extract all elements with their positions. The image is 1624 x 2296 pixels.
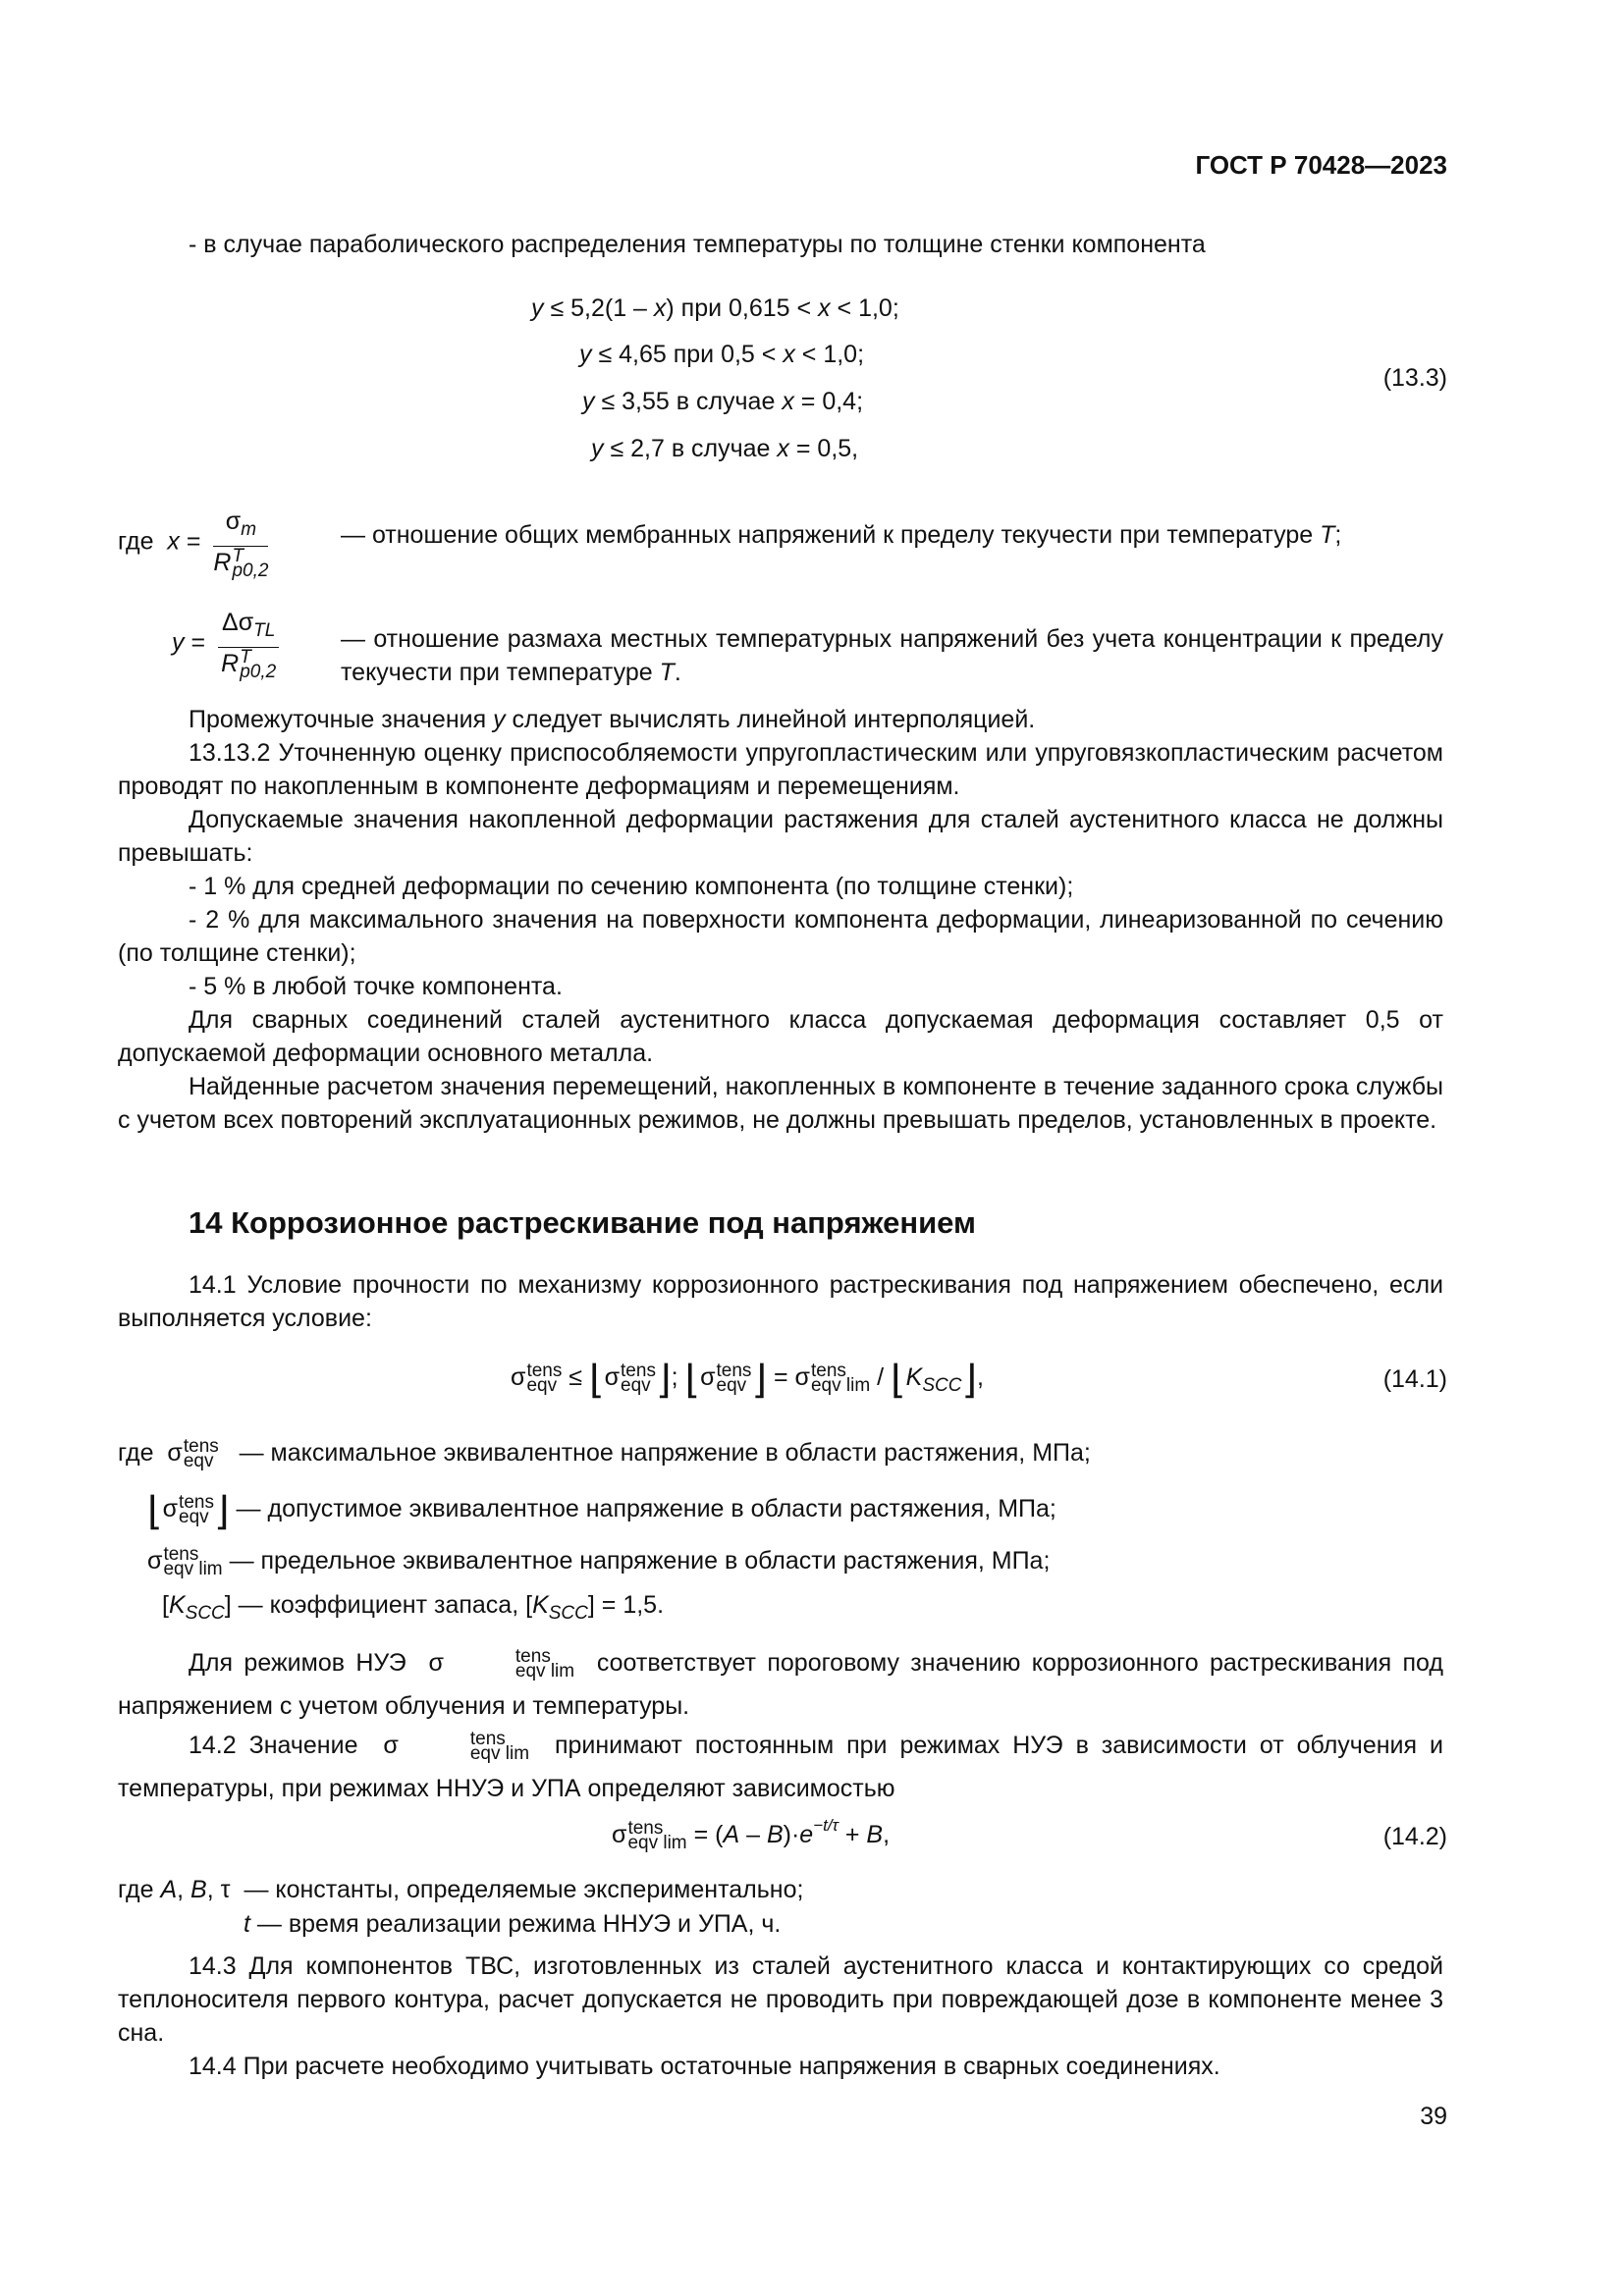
formula-line-3: y ≤ 3,55 в случае x = 0,4; <box>582 388 864 415</box>
formula-line-2: y ≤ 4,65 при 0,5 < x < 1,0; <box>579 341 865 368</box>
paragraph-14-4: 14.4 При расчете необходимо учитывать остаточные напряжения в сварных соединениях. <box>189 2053 1220 2080</box>
paragraph-14-2: 14.2 Значение σ tens eqv lim принимают постоянным при режимах НУЭ в зависимости от облучения и температуры, при режимах ННУЭ и УПА определяют зависимостью <box>118 1729 1443 1802</box>
list-item-1: - 1 % для средней деформации по сечению компонента (по толщине стенки); <box>189 873 1074 900</box>
paragraph-allowed: Допускаемые значения накопленной деформации растяжения для сталей аустенитного класса не должны превышать: <box>118 806 1443 867</box>
intro-text: - в случае параболического распределения температуры по толщине стенки компонента <box>189 231 1206 258</box>
where-constants: где A, B, τ — константы, определяемые экспериментально; <box>118 1876 804 1903</box>
where-y: y = $\Delta\sigma_{TL}$ R T p0,2 <box>172 609 285 679</box>
where-x: где x = $\sigma_m$ R T p0,2 <box>118 507 269 581</box>
formula-number-14-2: (14.2) <box>1382 1823 1447 1850</box>
paragraph-13-13-2: 13.13.2 Уточненную оценку приспособляемости упругопластическим или упруговязкопластическим расчетом проводят по накопленным в компоненте деформациям и перемещениям. <box>118 739 1443 800</box>
formula-line-4: y ≤ 2,7 в случае x = 0,5, <box>591 435 859 462</box>
where-limit-sigma: σ tens eqv lim — предельное эквивалентное напряжение в области растяжения, МПа; <box>147 1544 1051 1579</box>
formula-number-14-1: (14.1) <box>1382 1365 1447 1393</box>
paragraph-14-1: 14.1 Условие прочности по механизму коррозионного растрескивания под напряжением обеспечено, если выполняется условие: <box>118 1271 1443 1332</box>
fraction-x: $\sigma_m$ R T p0,2 <box>213 507 269 581</box>
list-item-3: - 5 % в любой точке компонента. <box>189 973 563 1000</box>
where-allowed-sigma: ⌊σ tens eqv ⌋ — допустимое эквивалентное напряжение в области растяжения, МПа; <box>147 1490 1056 1533</box>
list-item-2: - 2 % для максимального значения на поверхности компонента деформации, линеаризованной по сечению (по толщине стенки); <box>118 906 1443 967</box>
paragraph-displacements: Найденные расчетом значения перемещений, накопленных в компоненте в течение заданного срока службы с учетом всех повторений эксплуатационных режимов, не должны превышать пределов, установленных в проекте. <box>118 1073 1443 1134</box>
paragraph-14-3: 14.3 Для компонентов ТВС, изготовленных из сталей аустенитного класса и контактирующих со средой теплоносителя первого контура, расчет допускается не проводить при повреждающей дозе в компоненте менее 3 сна. <box>118 1952 1443 2047</box>
where-kscc: $[K_{SCC}]$ — коэффициент запаса, $[K_{SCC}] = 1,5$. <box>162 1591 665 1624</box>
section-title: 14 Коррозионное растрескивание под напряжением <box>189 1205 976 1240</box>
where-x-desc: — отношение общих мембранных напряжений к пределу текучести при температуре T; <box>341 521 1342 549</box>
formula-14-2: σ tens eqv lim = $(A - B)\cdot e^{-t/\tau} + B$, <box>612 1816 891 1853</box>
where-sigma-eqv: где σ tens eqv — максимальное эквивалентное напряжение в области растяжения, МПа; <box>118 1436 1091 1471</box>
formula-number-13-3: (13.3) <box>1382 364 1447 392</box>
fraction-y: $\Delta\sigma_{TL}$ R T p0,2 <box>218 609 279 679</box>
paragraph-intermediate: Промежуточные значения y следует вычислять линейной интерполяцией. <box>189 706 1036 733</box>
formula-14-1: σ tens eqv ≤ ⌊σ tens eqv ⌋; ⌊σ tens eqv ⌋ = σ tens eqv lim / $⌊K_{SCC}⌋$, <box>511 1359 984 1402</box>
paragraph-welded: Для сварных соединений сталей аустенитного класса допускаемая деформация составляет 0,5 от допускаемой деформации основного металла. <box>118 1006 1443 1067</box>
paragraph-modes: Для режимов НУЭ σ tens eqv lim соответствует пороговому значению коррозионного растрескивания под напряжением с учетом облучения и температуры. <box>118 1646 1443 1720</box>
page-number: 39 <box>1420 2103 1447 2130</box>
formula-line-1: y ≤ 5,2(1 – x) при 0,615 < x < 1,0; <box>531 294 899 322</box>
where-y-desc: — отношение размаха местных температурных напряжений без учета концентрации к пределу текучести при температуре T. <box>341 625 1443 686</box>
where-time: t — время реализации режима ННУЭ и УПА, ч. <box>244 1910 782 1938</box>
doc-id: ГОСТ Р 70428—2023 <box>1195 150 1447 180</box>
